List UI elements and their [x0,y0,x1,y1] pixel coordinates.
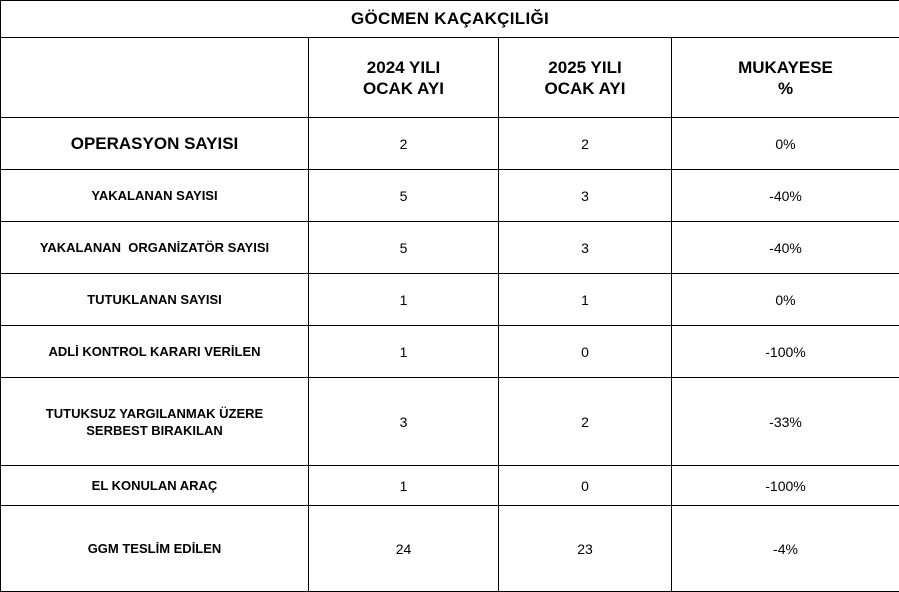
row-label: ADLİ KONTROL KARARI VERİLEN [1,326,309,378]
header-2024: 2024 YILI OCAK AYI [309,38,499,118]
value-2024: 5 [309,170,499,222]
row-label: TUTUKLANAN SAYISI [1,274,309,326]
table-row [1,466,899,506]
value-2025: 3 [499,222,672,274]
value-2025: 0 [499,466,672,506]
row-label: GGM TESLİM EDİLEN [1,506,309,592]
value-2024: 1 [309,326,499,378]
title-row [1,1,899,38]
value-2025: 3 [499,170,672,222]
row-label: OPERASYON SAYISI [1,118,309,170]
value-2024: 5 [309,222,499,274]
value-2025: 2 [499,118,672,170]
row-label: YAKALANAN SAYISI [1,170,309,222]
value-2025: 2 [499,378,672,466]
table-row [1,274,899,326]
row-label: EL KONULAN ARAÇ [1,466,309,506]
value-change: -100% [672,466,899,506]
table-row [1,170,899,222]
value-change: -4% [672,506,899,592]
value-change: -40% [672,170,899,222]
value-change: 0% [672,118,899,170]
row-label: TUTUKSUZ YARGILANMAK ÜZERE SERBEST BIRAKILAN [1,378,309,466]
table-row [1,222,899,274]
value-change: -100% [672,326,899,378]
row-label: YAKALANAN ORGANİZATÖR SAYISI [1,222,309,274]
value-2024: 3 [309,378,499,466]
header-corner-cell [1,38,309,118]
value-change: -40% [672,222,899,274]
header-comparison: MUKAYESE % [672,38,899,118]
table-row [1,326,899,378]
table-row [1,118,899,170]
value-2025: 1 [499,274,672,326]
value-2024: 1 [309,274,499,326]
value-2024: 24 [309,506,499,592]
table-row [1,378,899,466]
table-row [1,506,899,592]
value-change: -33% [672,378,899,466]
value-2025: 23 [499,506,672,592]
value-2025: 0 [499,326,672,378]
header-row [1,38,899,118]
value-2024: 2 [309,118,499,170]
value-change: 0% [672,274,899,326]
table-title: GÖCMEN KAÇAKÇILIĞI [1,1,899,38]
value-2024: 1 [309,466,499,506]
header-2025: 2025 YILI OCAK AYI [499,38,672,118]
